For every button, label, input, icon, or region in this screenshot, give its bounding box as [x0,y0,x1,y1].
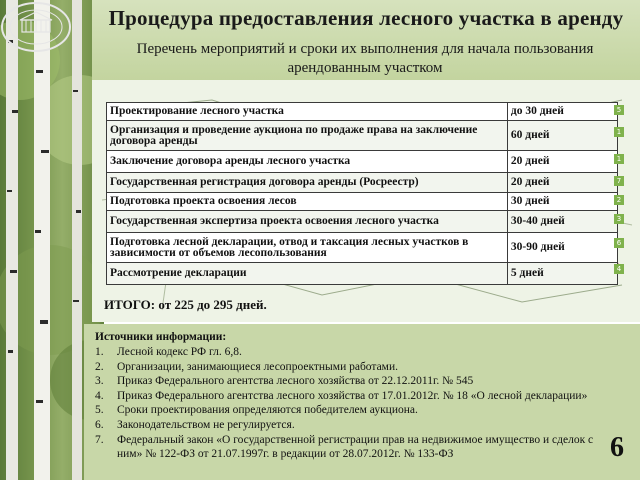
list-number: 3. [95,375,104,388]
list-number: 7. [95,433,104,446]
list-item [95,374,615,389]
list-item [95,403,615,418]
list-item [95,360,615,375]
table-row [107,173,618,193]
page-number: 6 [610,432,624,463]
source-ref-tag: 6 [614,238,624,248]
task-cell: Заключение договора аренды лесного участка [107,151,508,173]
table-row [107,151,618,173]
list-number: 1. [95,346,104,358]
list-number: 4. [95,389,104,402]
source-text: Приказ Федерального агентства лесного хозяйства от 22.12.2011г. № 545 [117,375,474,388]
source-text: Законодательством не регулируется. [117,418,295,431]
source-ref-tag: 3 [614,214,624,224]
source-ref-tag: 7 [614,176,624,186]
task-cell: Рассмотрение декларации [107,263,508,285]
page-title: Процедура предоставления лесного участка в аренду [108,6,624,30]
table-row [107,103,618,121]
source-text: Лесной кодекс РФ гл. 6,8. [117,346,242,358]
source-text: Сроки проектирования определяются победителем аукциона. [117,404,418,417]
list-number: 5. [95,404,104,417]
total-duration: ИТОГО: от 225 до 295 дней. [104,297,267,312]
term-cell: 20 дней [507,173,617,193]
list-number: 2. [95,360,104,373]
term-cell: до 30 дней [507,103,617,121]
sources-heading: Источники информации: [95,331,227,343]
list-item [95,345,615,360]
source-text: Организации, занимающиеся лесопроектными работами. [117,360,398,373]
term-cell: 60 дней [507,121,617,151]
procedure-table [106,102,618,285]
table-row [107,233,618,263]
task-cell: Государственная экспертиза проекта освоения лесного участка [107,211,508,233]
sources-list [95,345,615,462]
list-number: 6. [95,418,104,431]
term-cell: 30-90 дней [507,233,617,263]
term-cell: 30-40 дней [507,211,617,233]
term-cell: 5 дней [507,263,617,285]
term-cell: 20 дней [507,151,617,173]
task-cell: Государственная регистрация договора аренды (Росреестр) [107,173,508,193]
source-ref-tag: 2 [614,195,624,205]
task-cell: Подготовка лесной декларации, отвод и таксация лесных участков в зависимости от объемов лесопользования [107,233,508,263]
source-ref-tag: 4 [614,264,624,274]
source-ref-tag: 5 [614,105,624,115]
table-row [107,211,618,233]
task-cell: Организация и проведение аукциона по продаже права на заключение договора аренды [107,121,508,151]
table-row [107,121,618,151]
task-cell: Проектирование лесного участка [107,103,508,121]
list-item [95,433,615,462]
source-ref-tag: 1 [614,154,624,164]
table-row [107,193,618,211]
list-item [95,389,615,404]
source-ref-tag: 1 [614,127,624,137]
task-cell: Подготовка проекта освоения лесов [107,193,508,211]
source-text: Приказ Федерального агентства лесного хозяйства от 17.01.2012г. № 18 «О лесной декларации» [117,389,588,402]
list-item [95,418,615,433]
term-cell: 30 дней [507,193,617,211]
page-subtitle: Перечень мероприятий и сроки их выполнения для начала пользования арендованным участком [136,41,594,76]
source-text: Федеральный закон «О государственной регистрации прав на недвижимое имущество и сделок с ним» № 122-ФЗ от 21.07.1997г. в редакции от 28.07.2012г. № 133-ФЗ [117,433,594,461]
table-row [107,263,618,285]
forestry-emblem-logo [0,0,72,54]
